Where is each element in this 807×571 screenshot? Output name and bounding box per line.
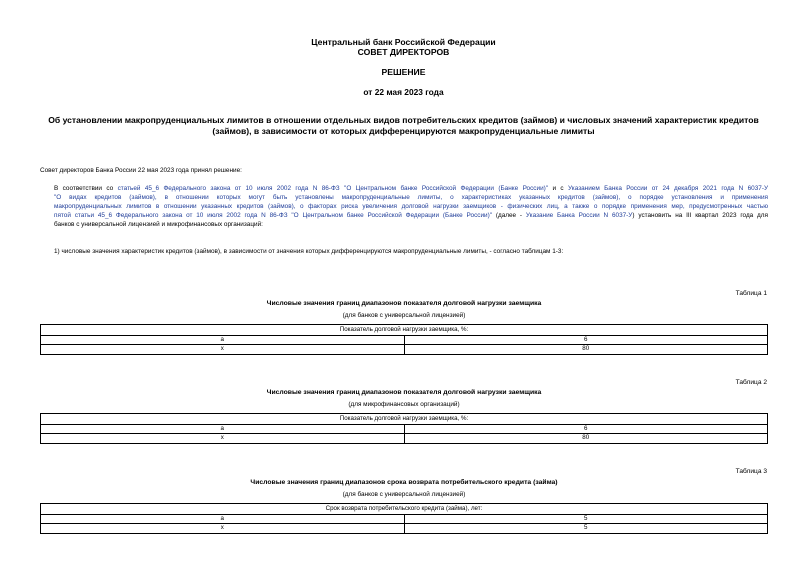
text-fragment: и с	[548, 185, 568, 192]
table-header-cell: Срок возврата потребительского кредита (займа), лет:	[41, 504, 768, 515]
main-paragraph-line	[40, 185, 768, 194]
table-cell-name: a	[41, 424, 405, 434]
table-row	[41, 424, 768, 434]
table-cell-name: a	[41, 514, 405, 524]
table-header-cell: Показатель долговой нагрузки заемщика, %:	[41, 325, 768, 336]
law-article-link[interactable]: статьей 45_6 Федерального закона от 10 июля 2002 года N 86-ФЗ "О Центральном банке Российской Федерации (Банке России)"	[117, 185, 549, 192]
table-header-row	[41, 414, 768, 425]
table-cell-name: x	[41, 434, 405, 444]
directive-link-title[interactable]: пятой статьи 45_6 Федерального закона от 10 июля 2002 года N 86-ФЗ "О Центральном банке Российской Федерации (Банке России)"	[54, 211, 493, 219]
table-2	[40, 413, 768, 444]
table-row	[41, 524, 768, 534]
table-cell-value: 5	[404, 524, 768, 534]
table-row	[41, 345, 768, 355]
table-cell-value: 6	[404, 424, 768, 434]
table-cell-name: a	[41, 335, 405, 345]
main-paragraph-line	[40, 194, 768, 203]
directive-short-link[interactable]: Указание Банка России N 6037-У	[525, 211, 633, 219]
organization-name: Центральный банк Российской Федерации	[311, 37, 496, 47]
table-3	[40, 503, 768, 534]
table-3-title: Числовые значения границ диапазонов срока возврата потребительского кредита (займа)	[250, 479, 558, 486]
text-fragment: ) установить на III квартал 2023 года для	[632, 211, 768, 219]
table-1	[40, 324, 768, 355]
table-1-subtitle: (для банков с универсальной лицензией)	[342, 312, 466, 319]
table-cell-name: x	[41, 524, 405, 534]
table-2-label: Таблица 2	[735, 379, 767, 386]
directive-link-title[interactable]: макропруденциальных лимитов в отношении указанных кредитов (займов), о факторах риска увеличения долговой нагрузки заемщиков - физических лиц, а также о порядке применения мер, предусмотренных частью	[54, 202, 768, 210]
table-cell-value: 80	[404, 434, 768, 444]
document-title: Об установлении макропруденциальных лимитов в отношении отдельных видов потребительских кредитов (займов) и числовых значений характеристик кредитов (займов), в зависимости от которых дифференцируются макропруденциальные лимиты	[48, 115, 759, 136]
directive-link-title[interactable]: "О видах кредитов (займов), в отношении которых могут быть установлены макропруденциальные лимиты, о характеристиках указанных кредитов (займов), о порядке установления и применения	[54, 193, 768, 201]
text-fragment: В соответствии со	[54, 185, 118, 192]
main-paragraph-line	[40, 203, 768, 212]
item-1-paragraph: 1) числовые значения характеристик кредитов (займов), в зависимости от значения которых дифференцируются макропруденциальные лимиты, - согласно таблицам 1-3:	[54, 248, 564, 255]
table-header-row	[41, 325, 768, 336]
table-header-row	[41, 504, 768, 515]
table-3-subtitle: (для банков с универсальной лицензией)	[342, 491, 466, 498]
decision-heading: РЕШЕНИЕ	[381, 67, 426, 77]
table-header-cell: Показатель долговой нагрузки заемщика, %:	[41, 414, 768, 425]
table-cell-name: x	[41, 345, 405, 355]
table-1-title: Числовые значения границ диапазонов показателя долговой нагрузки заемщика	[266, 300, 542, 307]
table-1-label: Таблица 1	[735, 290, 767, 297]
main-paragraph	[40, 185, 768, 230]
table-2-title: Числовые значения границ диапазонов показателя долговой нагрузки заемщика	[266, 389, 542, 396]
directive-link[interactable]: Указанием Банка России от 24 декабря 2021 года N 6037-У	[568, 185, 769, 192]
main-paragraph-line: банков с универсальной лицензией и микрофинансовых организаций:	[54, 220, 263, 228]
table-row	[41, 514, 768, 524]
intro-paragraph: Совет директоров Банка России 22 мая 2023 года принял решение:	[40, 167, 242, 174]
table-cell-value: 6	[404, 335, 768, 345]
table-2-subtitle: (для микрофинансовых организаций)	[348, 401, 460, 408]
board-name: СОВЕТ ДИРЕКТОРОВ	[357, 47, 450, 57]
table-row	[41, 434, 768, 444]
decision-date: от 22 мая 2023 года	[363, 87, 444, 97]
main-paragraph-line	[40, 212, 768, 221]
table-cell-value: 5	[404, 514, 768, 524]
table-row	[41, 335, 768, 345]
table-3-label: Таблица 3	[735, 468, 767, 475]
table-cell-value: 80	[404, 345, 768, 355]
text-fragment: (далее -	[492, 211, 526, 219]
